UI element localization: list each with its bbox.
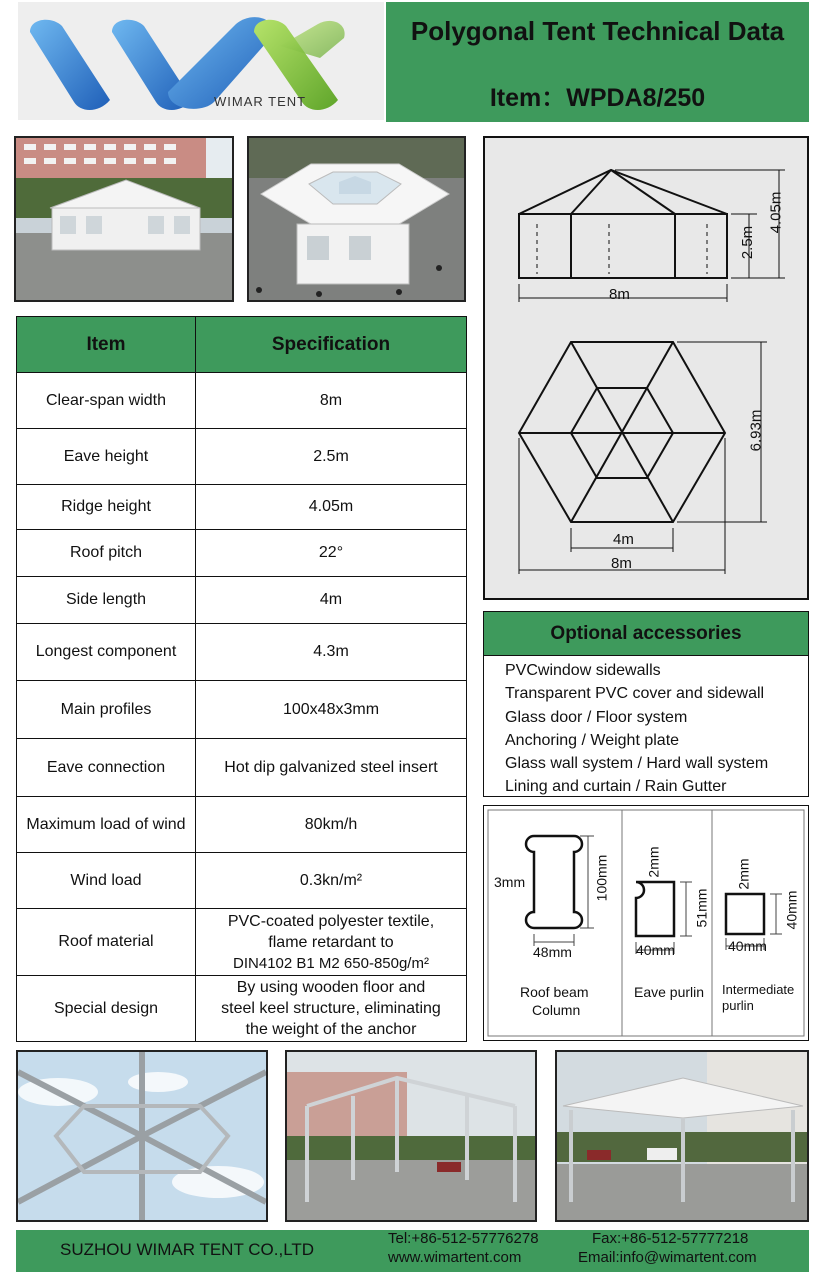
spec-value: 0.3kn/m² <box>196 853 467 909</box>
dim-plan-width: 8m <box>611 555 632 572</box>
spec-item: Eave height <box>17 429 196 485</box>
spec-value: 100x48x3mm <box>196 681 467 739</box>
spec-item: Clear-span width <box>17 373 196 429</box>
website-link[interactable]: www.wimartent.com <box>388 1249 522 1266</box>
spec-line: steel keel structure, eliminating <box>221 1000 441 1017</box>
logo-text: WIMAR TENT <box>214 94 307 109</box>
dim-side-width: 8m <box>609 286 630 303</box>
list-item: Anchoring / Weight plate <box>505 731 680 749</box>
spec-value: 22° <box>196 530 467 577</box>
logo <box>18 2 384 120</box>
header <box>386 2 809 122</box>
list-item: Lining and curtain / Rain Gutter <box>505 778 727 796</box>
spec-item: Maximum load of wind <box>17 797 196 853</box>
inter-label-2: purlin <box>722 998 754 1013</box>
page-title: Polygonal Tent Technical Data <box>410 16 785 46</box>
spec-item: Special design <box>17 976 196 1042</box>
spec-value: 4m <box>196 577 467 624</box>
email-link[interactable]: Email:info@wimartent.com <box>578 1249 757 1266</box>
spec-item: Wind load <box>17 853 196 909</box>
beam-label-2: Column <box>532 1002 581 1018</box>
spec-line: PVC-coated polyester textile, <box>227 912 435 930</box>
table-row <box>17 853 467 909</box>
accessories-list <box>484 656 808 799</box>
dim-eave-height: 2.5m <box>739 225 757 260</box>
spec-item: Roof material <box>17 909 196 976</box>
company-name: SUZHOU WIMAR TENT CO.,LTD <box>60 1240 315 1259</box>
spec-table <box>16 316 467 1042</box>
inter-label: Intermediate <box>722 982 795 997</box>
table-row <box>17 739 467 797</box>
table-row <box>17 797 467 853</box>
telephone: Tel:+86-512-57776278 <box>388 1230 539 1247</box>
table-row <box>17 577 467 624</box>
fax: Fax:+86-512-57777218 <box>592 1230 749 1247</box>
spec-value: 8m <box>196 373 467 429</box>
dim-plan-side: 4m <box>613 531 634 548</box>
accessories-panel <box>483 611 809 797</box>
eave-height: 51mm <box>693 888 710 928</box>
spec-table-header <box>17 317 467 373</box>
tent-elevation-plan-drawing <box>485 138 807 598</box>
spec-value: 2.5m <box>196 429 467 485</box>
spec-item: Eave connection <box>17 739 196 797</box>
spec-line: By using wooden floor and <box>236 979 426 996</box>
profiles-panel <box>483 805 809 1041</box>
beam-width: 48mm <box>533 944 572 960</box>
spec-line: DIN4102 B1 M2 650-850g/m² <box>233 954 429 972</box>
spec-value: Hot dip galvanized steel insert <box>196 739 467 797</box>
frame-photo-2 <box>285 1050 537 1222</box>
eave-thickness: 2mm <box>645 846 662 878</box>
inter-height: 40mm <box>783 890 800 930</box>
table-row <box>17 485 467 530</box>
tent-photo-2 <box>247 136 466 302</box>
spec-item: Ridge height <box>17 485 196 530</box>
spec-item: Main profiles <box>17 681 196 739</box>
col-item-header: Item <box>17 317 196 373</box>
eave-width: 40mm <box>636 942 675 958</box>
col-spec-header: Specification <box>196 317 467 373</box>
table-row <box>17 976 467 1042</box>
spec-value <box>196 976 467 1042</box>
beam-label: Roof beam <box>520 984 589 1000</box>
item-code: Item：WPDA8/250 <box>489 84 706 112</box>
spec-value: 4.3m <box>196 624 467 681</box>
spec-item: Roof pitch <box>17 530 196 577</box>
frame-photo-1 <box>16 1050 268 1222</box>
inter-width: 40mm <box>728 938 767 954</box>
spec-value: 4.05m <box>196 485 467 530</box>
table-row <box>17 373 467 429</box>
eave-label: Eave purlin <box>634 984 705 1000</box>
footer <box>16 1230 809 1272</box>
beam-thickness: 3mm <box>494 874 526 890</box>
list-item: Glass wall system / Hard wall system <box>505 755 769 773</box>
table-row <box>17 624 467 681</box>
tent-drawing <box>483 136 809 600</box>
dim-ridge-height: 4.05m <box>767 191 785 234</box>
table-row <box>17 909 467 976</box>
inter-thickness: 2mm <box>735 858 752 890</box>
spec-line: the weight of the anchor <box>245 1021 417 1038</box>
tent-photo-1 <box>14 136 234 302</box>
accessories-title: Optional accessories <box>484 612 808 656</box>
table-row <box>17 530 467 577</box>
list-item: Transparent PVC cover and sidewall <box>505 685 765 703</box>
tent-photo-3 <box>555 1050 809 1222</box>
table-row <box>17 681 467 739</box>
dim-plan-depth: 6.93m <box>747 409 765 452</box>
spec-line: flame retardant to <box>268 933 394 951</box>
beam-height: 100mm <box>593 854 610 902</box>
spec-item: Side length <box>17 577 196 624</box>
list-item: PVCwindow sidewalls <box>505 662 661 679</box>
spec-value <box>196 909 467 976</box>
list-item: Glass door / Floor system <box>505 708 688 726</box>
wimar-logo-icon <box>18 2 384 120</box>
table-row <box>17 429 467 485</box>
spec-value: 80km/h <box>196 797 467 853</box>
spec-item: Longest component <box>17 624 196 681</box>
